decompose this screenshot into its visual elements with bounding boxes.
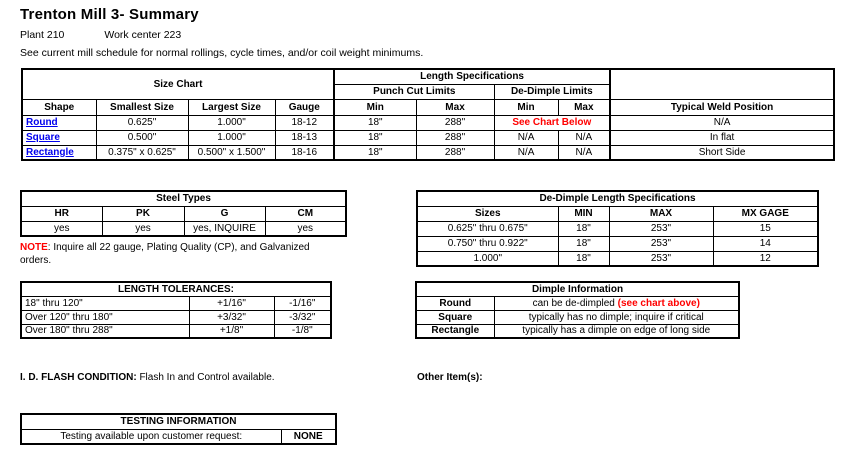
- col-header-cm: CM: [265, 206, 346, 221]
- dimple-desc-text: typically has no dimple; inquire if critical: [528, 311, 704, 323]
- cell: -1/16": [274, 296, 331, 310]
- shape-cell: [22, 145, 96, 160]
- col-header-min: MIN: [558, 206, 609, 221]
- cell: 253": [609, 251, 713, 266]
- shape-cell: [22, 115, 96, 130]
- cell: 18-12: [275, 115, 334, 130]
- punch-cut-limits-header: Punch Cut Limits: [334, 84, 494, 99]
- other-items-label: Other Item(s):: [417, 372, 483, 383]
- dimple-info-title: Dimple Information: [416, 282, 739, 296]
- testing-request-value: NONE: [281, 429, 336, 444]
- col-header-dedimple-min: Min: [494, 99, 558, 115]
- table-row: [21, 429, 336, 444]
- table-row: [416, 324, 739, 338]
- shape-link-round[interactable]: Round: [26, 117, 58, 128]
- cell: N/A: [494, 145, 558, 160]
- dimple-shape-rectangle: Rectangle: [416, 324, 494, 338]
- cell: 288": [416, 130, 494, 145]
- page-title: Trenton Mill 3- Summary: [20, 6, 199, 23]
- table-row-rectangle: [22, 145, 834, 160]
- col-header-max: MAX: [609, 206, 713, 221]
- cell: 0.375" x 0.625": [96, 145, 188, 160]
- flash-condition-text: Flash In and Control available.: [136, 372, 275, 383]
- flash-condition-label: I. D. FLASH CONDITION:: [20, 372, 137, 383]
- cell: yes: [265, 221, 346, 236]
- cell: 0.625" thru 0.675": [417, 221, 558, 236]
- testing-info-title: TESTING INFORMATION: [21, 414, 336, 429]
- col-header-dedimple-max: Max: [558, 99, 610, 115]
- de-dimple-limits-header: De-Dimple Limits: [494, 84, 610, 99]
- cell: In flat: [610, 130, 834, 145]
- cell: 14: [713, 236, 818, 251]
- cell: 288": [416, 145, 494, 160]
- length-tolerances-title: LENGTH TOLERANCES:: [21, 282, 331, 296]
- cell: 0.750" thru 0.922": [417, 236, 558, 251]
- cell: +3/32": [189, 310, 274, 324]
- cell: N/A: [494, 130, 558, 145]
- table-row: [21, 296, 331, 310]
- cell: N/A: [558, 145, 610, 160]
- table-row: [21, 324, 331, 338]
- cell: 253": [609, 221, 713, 236]
- cell: -1/8": [274, 324, 331, 338]
- size-chart-group-header: Size Chart: [22, 69, 334, 99]
- dimple-desc: [494, 296, 739, 310]
- table-row: [21, 206, 346, 221]
- cell: 1.000": [417, 251, 558, 266]
- cell: 1.000": [188, 115, 275, 130]
- table-row: [417, 221, 818, 236]
- table-row: [417, 206, 818, 221]
- steel-types-title: Steel Types: [21, 191, 346, 206]
- table-row: [21, 221, 346, 236]
- dimple-desc-text: can be de-dimpled: [532, 297, 618, 309]
- header-block: [20, 6, 423, 59]
- col-header-mx-gage: MX GAGE: [713, 206, 818, 221]
- cell: 0.500" x 1.500": [188, 145, 275, 160]
- dimple-desc-text: typically has a dimple on edge of long side: [522, 325, 711, 337]
- col-header-punch-min: Min: [334, 99, 416, 115]
- length-tolerances-table: [20, 281, 332, 339]
- table-row: [416, 310, 739, 324]
- col-header-shape: Shape: [22, 99, 96, 115]
- cell: 288": [416, 115, 494, 130]
- size-chart-table: [21, 68, 835, 161]
- cell: 253": [609, 236, 713, 251]
- cell: 18-13: [275, 130, 334, 145]
- testing-info-table: [20, 413, 337, 445]
- table-row: [417, 236, 818, 251]
- cell: 0.500": [96, 130, 188, 145]
- col-header-sizes: Sizes: [417, 206, 558, 221]
- cell: -3/32": [274, 310, 331, 324]
- cell: 1.000": [188, 130, 275, 145]
- plant-workcenter-line: [20, 29, 423, 41]
- col-header-weld-position: Typical Weld Position: [610, 99, 834, 115]
- note-text: : Inquire all 22 gauge, Plating Quality (CP), and Galvanized orders.: [20, 242, 310, 266]
- empty-corner-cell: [610, 69, 834, 99]
- see-chart-below-cell: See Chart Below: [494, 115, 610, 130]
- table-row: [416, 296, 739, 310]
- cell: 18": [558, 251, 609, 266]
- shape-cell: [22, 130, 96, 145]
- cell: 12: [713, 251, 818, 266]
- col-header-pk: PK: [102, 206, 184, 221]
- flash-condition-line: [20, 372, 275, 383]
- cell: 18": [558, 236, 609, 251]
- plant-label: Plant 210: [20, 29, 65, 41]
- table-row-round: [22, 115, 834, 130]
- col-header-largest-size: Largest Size: [188, 99, 275, 115]
- cell: 18" thru 120": [21, 296, 189, 310]
- cell: +1/8": [189, 324, 274, 338]
- table-row: [21, 310, 331, 324]
- dimple-shape-round: Round: [416, 296, 494, 310]
- note-label: NOTE: [20, 242, 48, 253]
- see-chart-above-text: (see chart above): [617, 297, 700, 309]
- note-paragraph: [20, 241, 336, 267]
- cell: Short Side: [610, 145, 834, 160]
- work-center-label: Work center 223: [104, 29, 182, 41]
- cell: 18": [334, 130, 416, 145]
- cell: +1/16": [189, 296, 274, 310]
- shape-link-square[interactable]: Square: [26, 132, 60, 143]
- cell: 18": [334, 115, 416, 130]
- cell: 18-16: [275, 145, 334, 160]
- table-row-square: [22, 130, 834, 145]
- length-specs-group-header: Length Specifications: [334, 69, 610, 84]
- testing-request-label: Testing available upon customer request:: [21, 429, 281, 444]
- cell: 15: [713, 221, 818, 236]
- cell: N/A: [610, 115, 834, 130]
- dimple-desc: [494, 324, 739, 338]
- col-header-hr: HR: [21, 206, 102, 221]
- de-dimple-specs-title: De-Dimple Length Specifications: [417, 191, 818, 206]
- de-dimple-specs-table: [416, 190, 819, 267]
- dimple-desc: [494, 310, 739, 324]
- cell: Over 120" thru 180": [21, 310, 189, 324]
- cell: 18": [334, 145, 416, 160]
- dimple-shape-square: Square: [416, 310, 494, 324]
- cell: yes, INQUIRE: [184, 221, 265, 236]
- shape-link-rectangle[interactable]: Rectangle: [26, 146, 74, 158]
- col-header-gauge: Gauge: [275, 99, 334, 115]
- dimple-info-table: [415, 281, 740, 339]
- col-header-smallest-size: Smallest Size: [96, 99, 188, 115]
- cell: Over 180" thru 288": [21, 324, 189, 338]
- col-header-punch-max: Max: [416, 99, 494, 115]
- cell: 18": [558, 221, 609, 236]
- cell: 0.625": [96, 115, 188, 130]
- schedule-note: See current mill schedule for normal rollings, cycle times, and/or coil weight minimums.: [20, 47, 424, 59]
- cell: N/A: [558, 130, 610, 145]
- table-row: [417, 251, 818, 266]
- cell: yes: [21, 221, 102, 236]
- cell: yes: [102, 221, 184, 236]
- col-header-g: G: [184, 206, 265, 221]
- steel-types-table: [20, 190, 347, 237]
